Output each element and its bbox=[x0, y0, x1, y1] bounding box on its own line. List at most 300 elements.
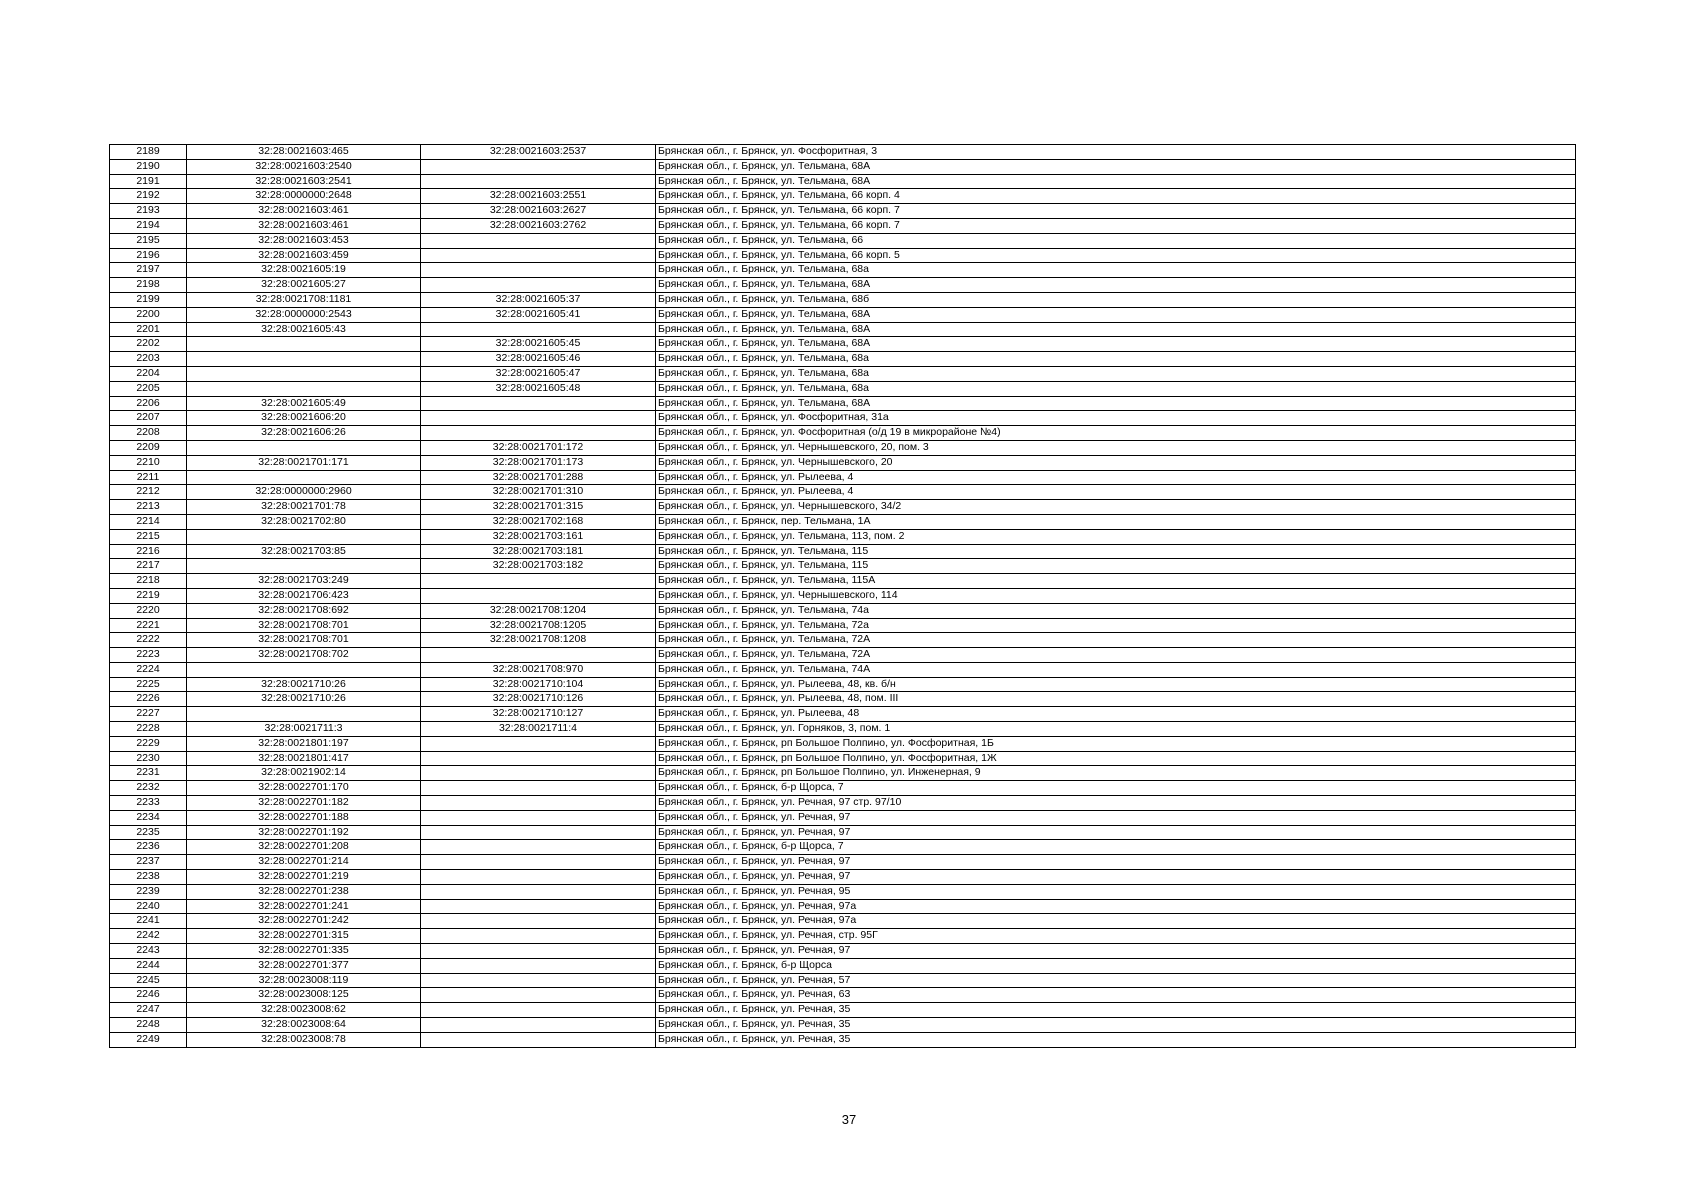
table-row bbox=[110, 884, 1576, 899]
row-number-cell: 2214 bbox=[110, 514, 187, 529]
cadastral-number-object-cell: 32:28:0021703:182 bbox=[421, 559, 656, 574]
row-number-cell: 2210 bbox=[110, 455, 187, 470]
address-cell: Брянская обл., г. Брянск, ул. Речная, 35 bbox=[656, 1032, 1576, 1047]
row-number-cell: 2230 bbox=[110, 751, 187, 766]
cadastral-number-land-cell: 32:28:0021603:2540 bbox=[187, 159, 421, 174]
cadastral-number-land-cell: 32:28:0021801:417 bbox=[187, 751, 421, 766]
row-number-cell: 2197 bbox=[110, 263, 187, 278]
cadastral-number-object-cell: 32:28:0021710:104 bbox=[421, 677, 656, 692]
address-cell: Брянская обл., г. Брянск, ул. Речная, 97 bbox=[656, 855, 1576, 870]
address-cell: Брянская обл., г. Брянск, ул. Тельмана, 72А bbox=[656, 648, 1576, 663]
cadastral-number-land-cell: 32:28:0021706:423 bbox=[187, 588, 421, 603]
cadastral-number-object-cell bbox=[421, 825, 656, 840]
row-number-cell: 2192 bbox=[110, 189, 187, 204]
address-cell: Брянская обл., г. Брянск, ул. Тельмана, 74а bbox=[656, 603, 1576, 618]
address-cell: Брянская обл., г. Брянск, ул. Рылеева, 4 bbox=[656, 470, 1576, 485]
cadastral-number-object-cell bbox=[421, 781, 656, 796]
cadastral-number-land-cell bbox=[187, 559, 421, 574]
address-cell: Брянская обл., г. Брянск, ул. Речная, 97 стр. 97/10 bbox=[656, 796, 1576, 811]
address-cell: Брянская обл., г. Брянск, рп Большое Полпино, ул. Инженерная, 9 bbox=[656, 766, 1576, 781]
row-number-cell: 2190 bbox=[110, 159, 187, 174]
cadastral-number-land-cell: 32:28:0022701:188 bbox=[187, 810, 421, 825]
table-row bbox=[110, 455, 1576, 470]
row-number-cell: 2246 bbox=[110, 988, 187, 1003]
address-cell: Брянская обл., г. Брянск, ул. Речная, 35 bbox=[656, 1018, 1576, 1033]
cadastral-number-land-cell: 32:28:0022701:242 bbox=[187, 914, 421, 929]
cadastral-number-land-cell: 32:28:0022701:170 bbox=[187, 781, 421, 796]
cadastral-number-object-cell: 32:28:0021603:2537 bbox=[421, 145, 656, 160]
address-cell: Брянская обл., г. Брянск, ул. Тельмана, 68А bbox=[656, 278, 1576, 293]
cadastral-number-object-cell bbox=[421, 648, 656, 663]
table-row bbox=[110, 352, 1576, 367]
row-number-cell: 2219 bbox=[110, 588, 187, 603]
cadastral-number-land-cell: 32:28:0022701:241 bbox=[187, 899, 421, 914]
cadastral-number-land-cell bbox=[187, 337, 421, 352]
cadastral-number-land-cell: 32:28:0021708:692 bbox=[187, 603, 421, 618]
table-row bbox=[110, 692, 1576, 707]
address-cell: Брянская обл., г. Брянск, ул. Тельмана, 72а bbox=[656, 618, 1576, 633]
table-row bbox=[110, 588, 1576, 603]
cadastral-number-land-cell: 32:28:0022701:335 bbox=[187, 944, 421, 959]
address-cell: Брянская обл., г. Брянск, ул. Рылеева, 48 bbox=[656, 707, 1576, 722]
table-row bbox=[110, 751, 1576, 766]
address-cell: Брянская обл., г. Брянск, ул. Тельмана, 68а bbox=[656, 366, 1576, 381]
cadastral-number-object-cell bbox=[421, 973, 656, 988]
row-number-cell: 2231 bbox=[110, 766, 187, 781]
table-row bbox=[110, 470, 1576, 485]
table-row bbox=[110, 958, 1576, 973]
row-number-cell: 2237 bbox=[110, 855, 187, 870]
address-cell: Брянская обл., г. Брянск, ул. Тельмана, 66 корп. 4 bbox=[656, 189, 1576, 204]
table-row bbox=[110, 529, 1576, 544]
address-cell: Брянская обл., г. Брянск, ул. Фосфоритная, 3 bbox=[656, 145, 1576, 160]
address-cell: Брянская обл., г. Брянск, ул. Тельмана, 68а bbox=[656, 263, 1576, 278]
cadastral-number-object-cell bbox=[421, 1003, 656, 1018]
table-row bbox=[110, 381, 1576, 396]
address-cell: Брянская обл., г. Брянск, б-р Щорса bbox=[656, 958, 1576, 973]
table-row bbox=[110, 662, 1576, 677]
address-cell: Брянская обл., г. Брянск, ул. Тельмана, 113, пом. 2 bbox=[656, 529, 1576, 544]
table-row bbox=[110, 944, 1576, 959]
table-row bbox=[110, 766, 1576, 781]
cadastral-number-object-cell: 32:28:0021605:37 bbox=[421, 292, 656, 307]
cadastral-number-land-cell: 32:28:0021708:701 bbox=[187, 618, 421, 633]
row-number-cell: 2238 bbox=[110, 870, 187, 885]
row-number-cell: 2249 bbox=[110, 1032, 187, 1047]
address-cell: Брянская обл., г. Брянск, ул. Тельмана, 66 корп. 7 bbox=[656, 204, 1576, 219]
cadastral-number-land-cell: 32:28:0021708:701 bbox=[187, 633, 421, 648]
row-number-cell: 2203 bbox=[110, 352, 187, 367]
row-number-cell: 2248 bbox=[110, 1018, 187, 1033]
cadastral-number-land-cell: 32:28:0021605:27 bbox=[187, 278, 421, 293]
table-row bbox=[110, 736, 1576, 751]
cadastral-number-object-cell: 32:28:0021701:315 bbox=[421, 500, 656, 515]
address-cell: Брянская обл., г. Брянск, ул. Речная, 97 bbox=[656, 825, 1576, 840]
address-cell: Брянская обл., г. Брянск, рп Большое Полпино, ул. Фосфоритная, 1Ж bbox=[656, 751, 1576, 766]
cadastral-number-object-cell: 32:28:0021603:2762 bbox=[421, 218, 656, 233]
row-number-cell: 2244 bbox=[110, 958, 187, 973]
address-cell: Брянская обл., г. Брянск, ул. Речная, 57 bbox=[656, 973, 1576, 988]
cadastral-number-object-cell: 32:28:0021703:161 bbox=[421, 529, 656, 544]
row-number-cell: 2221 bbox=[110, 618, 187, 633]
row-number-cell: 2193 bbox=[110, 204, 187, 219]
address-cell: Брянская обл., г. Брянск, ул. Тельмана, 68А bbox=[656, 307, 1576, 322]
cadastral-number-land-cell bbox=[187, 352, 421, 367]
row-number-cell: 2217 bbox=[110, 559, 187, 574]
cadastral-number-object-cell: 32:28:0021711:4 bbox=[421, 722, 656, 737]
row-number-cell: 2205 bbox=[110, 381, 187, 396]
cadastral-number-object-cell bbox=[421, 1018, 656, 1033]
table-row bbox=[110, 233, 1576, 248]
row-number-cell: 2211 bbox=[110, 470, 187, 485]
cadastral-number-land-cell: 32:28:0000000:2960 bbox=[187, 485, 421, 500]
row-number-cell: 2239 bbox=[110, 884, 187, 899]
cadastral-table bbox=[109, 144, 1576, 1048]
cadastral-number-object-cell bbox=[421, 1032, 656, 1047]
table-row bbox=[110, 159, 1576, 174]
address-cell: Брянская обл., г. Брянск, ул. Тельмана, 115А bbox=[656, 574, 1576, 589]
row-number-cell: 2199 bbox=[110, 292, 187, 307]
cadastral-number-land-cell bbox=[187, 707, 421, 722]
cadastral-number-object-cell bbox=[421, 751, 656, 766]
table-row bbox=[110, 322, 1576, 337]
address-cell: Брянская обл., г. Брянск, ул. Тельмана, 66 корп. 5 bbox=[656, 248, 1576, 263]
row-number-cell: 2240 bbox=[110, 899, 187, 914]
cadastral-number-land-cell: 32:28:0022701:377 bbox=[187, 958, 421, 973]
address-cell: Брянская обл., г. Брянск, ул. Рылеева, 4 bbox=[656, 485, 1576, 500]
cadastral-number-land-cell: 32:28:0021603:459 bbox=[187, 248, 421, 263]
cadastral-number-object-cell: 32:28:0021605:48 bbox=[421, 381, 656, 396]
cadastral-number-object-cell bbox=[421, 810, 656, 825]
cadastral-number-object-cell bbox=[421, 263, 656, 278]
row-number-cell: 2222 bbox=[110, 633, 187, 648]
address-cell: Брянская обл., г. Брянск, ул. Тельмана, 68А bbox=[656, 337, 1576, 352]
address-cell: Брянская обл., г. Брянск, ул. Речная, 63 bbox=[656, 988, 1576, 1003]
address-cell: Брянская обл., г. Брянск, ул. Тельмана, 72А bbox=[656, 633, 1576, 648]
cadastral-number-object-cell bbox=[421, 988, 656, 1003]
address-cell: Брянская обл., г. Брянск, ул. Рылеева, 48, пом. III bbox=[656, 692, 1576, 707]
table-row bbox=[110, 500, 1576, 515]
row-number-cell: 2206 bbox=[110, 396, 187, 411]
address-cell: Брянская обл., г. Брянск, ул. Тельмана, 115 bbox=[656, 559, 1576, 574]
address-cell: Брянская обл., г. Брянск, ул. Горняков, 3, пом. 1 bbox=[656, 722, 1576, 737]
cadastral-number-object-cell: 32:28:0021605:41 bbox=[421, 307, 656, 322]
address-cell: Брянская обл., г. Брянск, ул. Тельмана, 115 bbox=[656, 544, 1576, 559]
cadastral-number-land-cell: 32:28:0021708:1181 bbox=[187, 292, 421, 307]
table-row bbox=[110, 648, 1576, 663]
cadastral-number-land-cell: 32:28:0021606:20 bbox=[187, 411, 421, 426]
cadastral-number-land-cell: 32:28:0021711:3 bbox=[187, 722, 421, 737]
cadastral-number-object-cell: 32:28:0021708:1208 bbox=[421, 633, 656, 648]
address-cell: Брянская обл., г. Брянск, ул. Тельмана, 74А bbox=[656, 662, 1576, 677]
table-row bbox=[110, 781, 1576, 796]
cadastral-number-land-cell: 32:28:0021605:43 bbox=[187, 322, 421, 337]
cadastral-number-object-cell bbox=[421, 736, 656, 751]
row-number-cell: 2208 bbox=[110, 426, 187, 441]
cadastral-number-object-cell bbox=[421, 944, 656, 959]
cadastral-number-land-cell: 32:28:0021605:19 bbox=[187, 263, 421, 278]
address-cell: Брянская обл., г. Брянск, ул. Рылеева, 48, кв. б/н bbox=[656, 677, 1576, 692]
row-number-cell: 2234 bbox=[110, 810, 187, 825]
cadastral-number-object-cell: 32:28:0021701:172 bbox=[421, 440, 656, 455]
cadastral-number-land-cell: 32:28:0022701:182 bbox=[187, 796, 421, 811]
cadastral-number-land-cell: 32:28:0022701:214 bbox=[187, 855, 421, 870]
address-cell: Брянская обл., г. Брянск, пер. Тельмана, 1А bbox=[656, 514, 1576, 529]
row-number-cell: 2213 bbox=[110, 500, 187, 515]
cadastral-number-object-cell bbox=[421, 396, 656, 411]
row-number-cell: 2243 bbox=[110, 944, 187, 959]
row-number-cell: 2191 bbox=[110, 174, 187, 189]
table-row bbox=[110, 914, 1576, 929]
address-cell: Брянская обл., г. Брянск, ул. Тельмана, 68а bbox=[656, 352, 1576, 367]
table-row bbox=[110, 1018, 1576, 1033]
address-cell: Брянская обл., г. Брянск, ул. Чернышевского, 114 bbox=[656, 588, 1576, 603]
address-cell: Брянская обл., г. Брянск, ул. Чернышевского, 20 bbox=[656, 455, 1576, 470]
row-number-cell: 2235 bbox=[110, 825, 187, 840]
row-number-cell: 2242 bbox=[110, 929, 187, 944]
table-row bbox=[110, 1032, 1576, 1047]
cadastral-number-object-cell: 32:28:0021603:2627 bbox=[421, 204, 656, 219]
cadastral-number-object-cell bbox=[421, 840, 656, 855]
cadastral-number-land-cell bbox=[187, 470, 421, 485]
table-row bbox=[110, 440, 1576, 455]
cadastral-number-land-cell bbox=[187, 440, 421, 455]
table-row bbox=[110, 426, 1576, 441]
table-row bbox=[110, 677, 1576, 692]
cadastral-number-land-cell: 32:28:0023008:125 bbox=[187, 988, 421, 1003]
row-number-cell: 2216 bbox=[110, 544, 187, 559]
address-cell: Брянская обл., г. Брянск, ул. Тельмана, 68А bbox=[656, 396, 1576, 411]
table-row bbox=[110, 899, 1576, 914]
address-cell: Брянская обл., г. Брянск, ул. Фосфоритная (о/д 19 в микрорайоне №4) bbox=[656, 426, 1576, 441]
cadastral-number-land-cell: 32:28:0000000:2543 bbox=[187, 307, 421, 322]
cadastral-number-land-cell: 32:28:0023008:62 bbox=[187, 1003, 421, 1018]
table-row bbox=[110, 929, 1576, 944]
address-cell: Брянская обл., г. Брянск, ул. Речная, 97 bbox=[656, 810, 1576, 825]
table-row bbox=[110, 263, 1576, 278]
cadastral-number-object-cell: 32:28:0021702:168 bbox=[421, 514, 656, 529]
cadastral-number-land-cell: 32:28:0021801:197 bbox=[187, 736, 421, 751]
table-row bbox=[110, 485, 1576, 500]
row-number-cell: 2220 bbox=[110, 603, 187, 618]
table-row bbox=[110, 366, 1576, 381]
row-number-cell: 2200 bbox=[110, 307, 187, 322]
cadastral-number-object-cell bbox=[421, 574, 656, 589]
row-number-cell: 2198 bbox=[110, 278, 187, 293]
cadastral-number-object-cell: 32:28:0021708:1204 bbox=[421, 603, 656, 618]
row-number-cell: 2204 bbox=[110, 366, 187, 381]
table-row bbox=[110, 707, 1576, 722]
table-row bbox=[110, 174, 1576, 189]
cadastral-number-object-cell: 32:28:0021708:1205 bbox=[421, 618, 656, 633]
row-number-cell: 2247 bbox=[110, 1003, 187, 1018]
address-cell: Брянская обл., г. Брянск, ул. Речная, 97а bbox=[656, 914, 1576, 929]
row-number-cell: 2209 bbox=[110, 440, 187, 455]
table-row bbox=[110, 307, 1576, 322]
cadastral-number-object-cell bbox=[421, 174, 656, 189]
address-cell: Брянская обл., г. Брянск, ул. Тельмана, 68А bbox=[656, 159, 1576, 174]
table-row bbox=[110, 825, 1576, 840]
cadastral-number-land-cell: 32:28:0021703:249 bbox=[187, 574, 421, 589]
table-row bbox=[110, 1003, 1576, 1018]
cadastral-number-object-cell bbox=[421, 322, 656, 337]
row-number-cell: 2228 bbox=[110, 722, 187, 737]
cadastral-number-land-cell: 32:28:0021603:453 bbox=[187, 233, 421, 248]
address-cell: Брянская обл., г. Брянск, ул. Тельмана, 66 bbox=[656, 233, 1576, 248]
table-row bbox=[110, 204, 1576, 219]
cadastral-number-object-cell bbox=[421, 929, 656, 944]
address-cell: Брянская обл., г. Брянск, ул. Речная, 97а bbox=[656, 899, 1576, 914]
row-number-cell: 2195 bbox=[110, 233, 187, 248]
cadastral-number-land-cell: 32:28:0021701:171 bbox=[187, 455, 421, 470]
address-cell: Брянская обл., г. Брянск, б-р Щорса, 7 bbox=[656, 781, 1576, 796]
table-row bbox=[110, 544, 1576, 559]
address-cell: Брянская обл., г. Брянск, ул. Тельмана, 68а bbox=[656, 381, 1576, 396]
row-number-cell: 2212 bbox=[110, 485, 187, 500]
address-cell: Брянская обл., г. Брянск, ул. Речная, 35 bbox=[656, 1003, 1576, 1018]
address-cell: Брянская обл., г. Брянск, ул. Тельмана, 68б bbox=[656, 292, 1576, 307]
cadastral-number-object-cell: 32:28:0021603:2551 bbox=[421, 189, 656, 204]
cadastral-number-object-cell bbox=[421, 248, 656, 263]
cadastral-number-object-cell: 32:28:0021708:970 bbox=[421, 662, 656, 677]
cadastral-number-land-cell: 32:28:0021710:26 bbox=[187, 692, 421, 707]
cadastral-number-object-cell: 32:28:0021701:288 bbox=[421, 470, 656, 485]
row-number-cell: 2201 bbox=[110, 322, 187, 337]
cadastral-number-object-cell bbox=[421, 159, 656, 174]
address-cell: Брянская обл., г. Брянск, ул. Тельмана, 66 корп. 7 bbox=[656, 218, 1576, 233]
address-cell: Брянская обл., г. Брянск, ул. Тельмана, 68А bbox=[656, 174, 1576, 189]
cadastral-number-object-cell bbox=[421, 278, 656, 293]
cadastral-number-object-cell bbox=[421, 855, 656, 870]
cadastral-number-land-cell: 32:28:0022701:208 bbox=[187, 840, 421, 855]
row-number-cell: 2189 bbox=[110, 145, 187, 160]
cadastral-number-object-cell: 32:28:0021605:46 bbox=[421, 352, 656, 367]
table-row bbox=[110, 396, 1576, 411]
row-number-cell: 2207 bbox=[110, 411, 187, 426]
cadastral-number-land-cell: 32:28:0021606:26 bbox=[187, 426, 421, 441]
cadastral-number-land-cell: 32:28:0021708:702 bbox=[187, 648, 421, 663]
row-number-cell: 2223 bbox=[110, 648, 187, 663]
row-number-cell: 2202 bbox=[110, 337, 187, 352]
cadastral-number-land-cell: 32:28:0021603:461 bbox=[187, 218, 421, 233]
row-number-cell: 2218 bbox=[110, 574, 187, 589]
table-row bbox=[110, 248, 1576, 263]
table-row bbox=[110, 603, 1576, 618]
cadastral-number-object-cell bbox=[421, 233, 656, 248]
cadastral-number-land-cell bbox=[187, 662, 421, 677]
cadastral-number-object-cell bbox=[421, 426, 656, 441]
page-number: 37 bbox=[841, 1112, 857, 1127]
cadastral-number-object-cell bbox=[421, 796, 656, 811]
table-row bbox=[110, 722, 1576, 737]
address-cell: Брянская обл., г. Брянск, ул. Чернышевского, 34/2 bbox=[656, 500, 1576, 515]
cadastral-number-land-cell: 32:28:0023008:119 bbox=[187, 973, 421, 988]
table-row bbox=[110, 840, 1576, 855]
row-number-cell: 2245 bbox=[110, 973, 187, 988]
cadastral-number-object-cell bbox=[421, 914, 656, 929]
table-row bbox=[110, 278, 1576, 293]
row-number-cell: 2196 bbox=[110, 248, 187, 263]
address-cell: Брянская обл., г. Брянск, ул. Речная, 97 bbox=[656, 870, 1576, 885]
row-number-cell: 2236 bbox=[110, 840, 187, 855]
table-row bbox=[110, 870, 1576, 885]
row-number-cell: 2194 bbox=[110, 218, 187, 233]
row-number-cell: 2225 bbox=[110, 677, 187, 692]
row-number-cell: 2227 bbox=[110, 707, 187, 722]
cadastral-number-object-cell bbox=[421, 958, 656, 973]
row-number-cell: 2241 bbox=[110, 914, 187, 929]
table-row bbox=[110, 292, 1576, 307]
cadastral-number-land-cell: 32:28:0021703:85 bbox=[187, 544, 421, 559]
cadastral-number-object-cell: 32:28:0021605:47 bbox=[421, 366, 656, 381]
cadastral-number-object-cell bbox=[421, 870, 656, 885]
cadastral-number-land-cell: 32:28:0021710:26 bbox=[187, 677, 421, 692]
address-cell: Брянская обл., г. Брянск, ул. Речная, 95 bbox=[656, 884, 1576, 899]
table-row bbox=[110, 514, 1576, 529]
row-number-cell: 2226 bbox=[110, 692, 187, 707]
cadastral-number-land-cell: 32:28:0021603:461 bbox=[187, 204, 421, 219]
table-row bbox=[110, 988, 1576, 1003]
address-cell: Брянская обл., г. Брянск, ул. Фосфоритная, 31а bbox=[656, 411, 1576, 426]
cadastral-number-land-cell: 32:28:0021603:465 bbox=[187, 145, 421, 160]
cadastral-number-land-cell bbox=[187, 381, 421, 396]
cadastral-number-object-cell: 32:28:0021701:310 bbox=[421, 485, 656, 500]
table-row bbox=[110, 796, 1576, 811]
cadastral-number-object-cell bbox=[421, 884, 656, 899]
cadastral-number-land-cell: 32:28:0023008:64 bbox=[187, 1018, 421, 1033]
table-row bbox=[110, 145, 1576, 160]
cadastral-number-object-cell: 32:28:0021710:126 bbox=[421, 692, 656, 707]
row-number-cell: 2233 bbox=[110, 796, 187, 811]
cadastral-number-land-cell: 32:28:0022701:219 bbox=[187, 870, 421, 885]
table-row bbox=[110, 189, 1576, 204]
row-number-cell: 2224 bbox=[110, 662, 187, 677]
cadastral-number-land-cell: 32:28:0022701:192 bbox=[187, 825, 421, 840]
address-cell: Брянская обл., г. Брянск, ул. Речная, 97 bbox=[656, 944, 1576, 959]
table-row bbox=[110, 411, 1576, 426]
cadastral-number-land-cell: 32:28:0021603:2541 bbox=[187, 174, 421, 189]
cadastral-number-object-cell bbox=[421, 766, 656, 781]
cadastral-number-land-cell: 32:28:0021902:14 bbox=[187, 766, 421, 781]
address-cell: Брянская обл., г. Брянск, ул. Чернышевского, 20, пом. 3 bbox=[656, 440, 1576, 455]
cadastral-number-land-cell bbox=[187, 529, 421, 544]
cadastral-number-object-cell: 32:28:0021710:127 bbox=[421, 707, 656, 722]
table-row bbox=[110, 855, 1576, 870]
cadastral-number-land-cell: 32:28:0021605:49 bbox=[187, 396, 421, 411]
cadastral-number-object-cell bbox=[421, 411, 656, 426]
table-body bbox=[110, 145, 1576, 1048]
table-row bbox=[110, 633, 1576, 648]
row-number-cell: 2215 bbox=[110, 529, 187, 544]
cadastral-number-object-cell bbox=[421, 899, 656, 914]
table-row bbox=[110, 574, 1576, 589]
row-number-cell: 2229 bbox=[110, 736, 187, 751]
cadastral-number-land-cell: 32:28:0021701:78 bbox=[187, 500, 421, 515]
table-row bbox=[110, 337, 1576, 352]
cadastral-number-land-cell: 32:28:0022701:315 bbox=[187, 929, 421, 944]
cadastral-number-land-cell: 32:28:0021702:80 bbox=[187, 514, 421, 529]
cadastral-number-land-cell: 32:28:0022701:238 bbox=[187, 884, 421, 899]
address-cell: Брянская обл., г. Брянск, ул. Тельмана, 68А bbox=[656, 322, 1576, 337]
table-row bbox=[110, 810, 1576, 825]
cadastral-number-object-cell: 32:28:0021701:173 bbox=[421, 455, 656, 470]
cadastral-number-object-cell bbox=[421, 588, 656, 603]
address-cell: Брянская обл., г. Брянск, ул. Речная, стр. 95Г bbox=[656, 929, 1576, 944]
address-cell: Брянская обл., г. Брянск, рп Большое Полпино, ул. Фосфоритная, 1Б bbox=[656, 736, 1576, 751]
row-number-cell: 2232 bbox=[110, 781, 187, 796]
cadastral-number-land-cell: 32:28:0023008:78 bbox=[187, 1032, 421, 1047]
table-row bbox=[110, 559, 1576, 574]
